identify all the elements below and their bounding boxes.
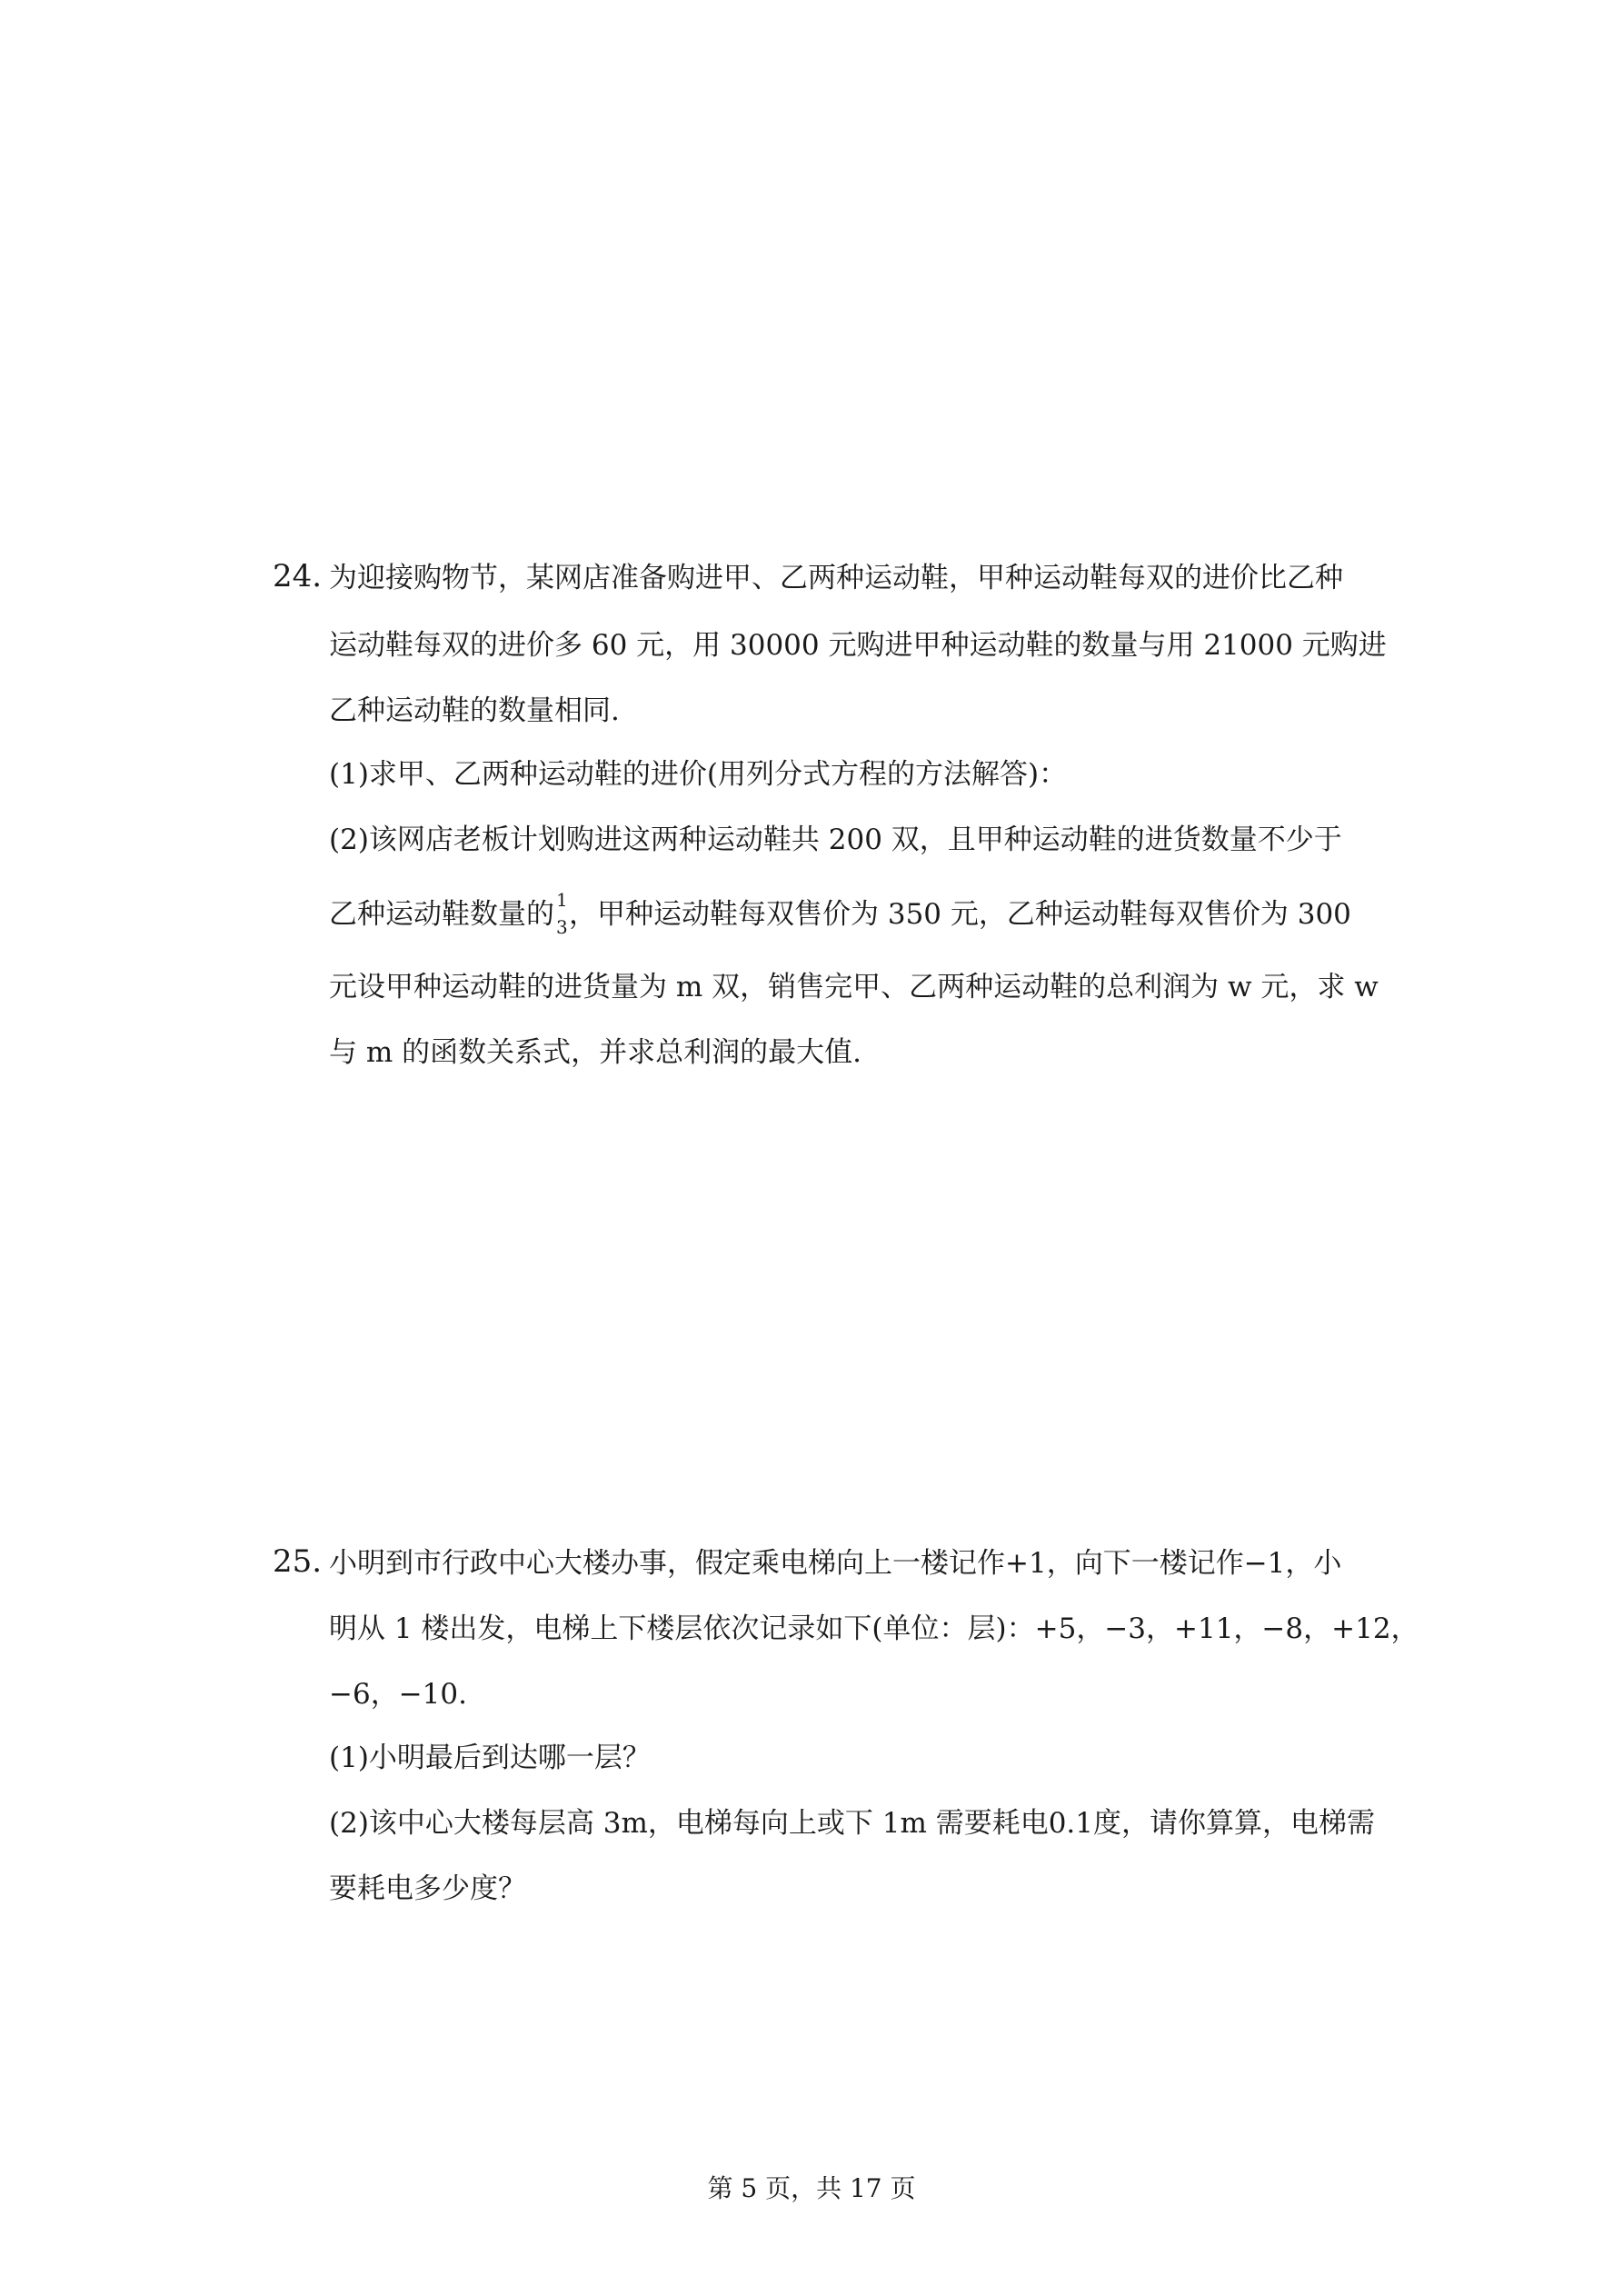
sub-question-1: (1)小明最后到达哪一层？	[329, 1742, 651, 1774]
sub-question-1: (1)求甲、乙两种运动鞋的进价(用列分式方程的方法解答)：	[329, 758, 1068, 791]
sub-question-2: (2)该中心大楼每层高 3m，电梯每向上或下 1m 需要耗电0.1度，请你算算，电梯需	[329, 1807, 1376, 1840]
problem-text-line: 运动鞋每双的进价多 60 元，用 30000 元购进甲种运动鞋的数量与用 21000 元购进	[329, 629, 1387, 662]
problem-text-line: 为迎接购物节，某网店准备购进甲、乙两种运动鞋，甲种运动鞋每双的进价比乙种	[329, 562, 1343, 594]
fraction-denominator: 3	[556, 916, 568, 938]
problem-text-line: 要耗电多少度？	[329, 1872, 526, 1905]
problem-text-line-with-fraction	[329, 889, 1351, 938]
problem-text-line: 明从 1 楼出发，电梯上下楼层依次记录如下(单位：层)：+5，−3，+11，−8，+12，	[329, 1612, 1419, 1645]
fraction	[554, 889, 569, 938]
problem-text-line: 乙种运动鞋的数量相同.	[329, 694, 620, 727]
sub-question-2: (2)该网店老板计划购进这两种运动鞋共 200 双，且甲种运动鞋的进货数量不少于	[329, 824, 1342, 856]
text-before-fraction: 乙种运动鞋数量的	[329, 898, 554, 931]
text-after-fraction: ，甲种运动鞋每双售价为 350 元，乙种运动鞋每双售价为 300	[569, 898, 1351, 931]
problem-text-line: −6，−10.	[329, 1678, 467, 1711]
problem-text-line: 元设甲种运动鞋的进货量为 m 双，销售完甲、乙两种运动鞋的总利润为 w 元，求 w	[329, 971, 1379, 1003]
problem-text-line: 小明到市行政中心大楼办事，假定乘电梯向上一楼记作+1，向下一楼记作−1，小	[329, 1547, 1342, 1580]
fraction-numerator: 1	[556, 889, 568, 911]
page-footer: 第 5 页，共 17 页	[707, 2173, 916, 2203]
problem-text-line: 与 m 的函数关系式，并求总利润的最大值.	[329, 1036, 861, 1069]
problem-number: 24.	[273, 558, 323, 594]
problem-number: 25.	[273, 1543, 323, 1580]
